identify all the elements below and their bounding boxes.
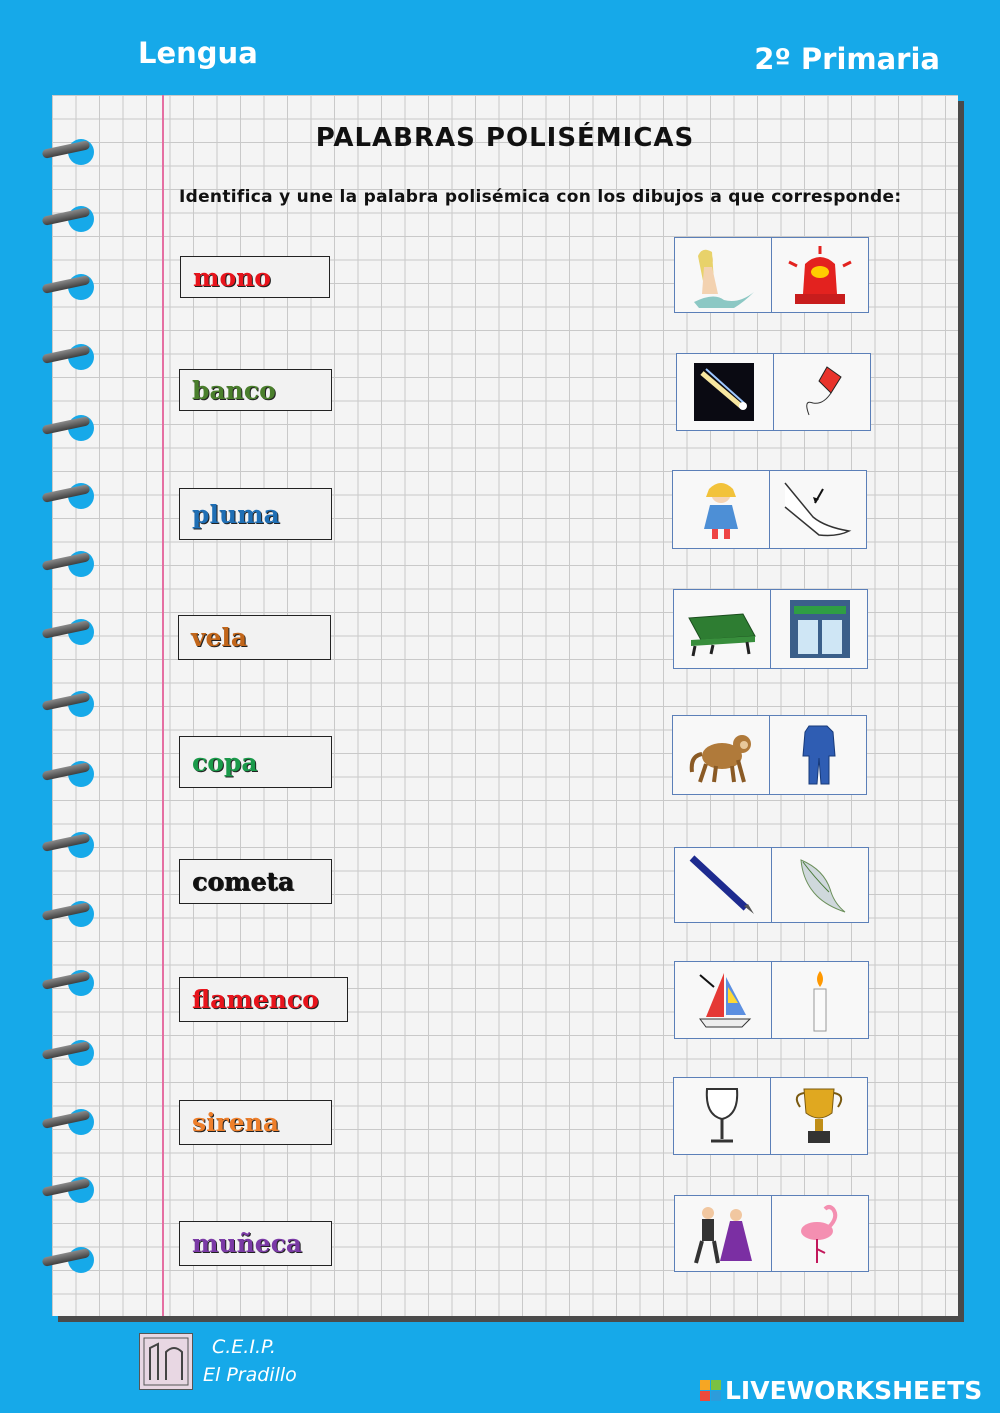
word-label: muñeca: [192, 1229, 303, 1258]
picture-pair-7: [674, 961, 872, 1039]
spiral-ring: [42, 1173, 100, 1209]
monkey-icon[interactable]: [672, 715, 770, 795]
spiral-ring: [42, 270, 100, 306]
picture-pair-3: [672, 470, 870, 549]
picture-pair-8: [673, 1077, 871, 1155]
sailboat-icon[interactable]: [674, 961, 772, 1039]
comet-icon[interactable]: [676, 353, 774, 431]
notebook-sheet: [52, 95, 958, 1316]
feather-icon[interactable]: [771, 847, 869, 923]
grade-label: 2º Primaria: [754, 42, 940, 76]
spiral-ring: [42, 479, 100, 515]
word-box-muneca[interactable]: [179, 1221, 332, 1266]
liveworksheets-logo-icon: [700, 1380, 721, 1401]
word-box-pluma[interactable]: [179, 488, 332, 540]
liveworksheets-brand: [700, 1376, 982, 1405]
instruction-text: Identifica y une la palabra polisémica con los dibujos a que corresponde:: [179, 187, 902, 207]
spiral-ring: [42, 340, 100, 376]
flamenco-dancers-icon[interactable]: [674, 1195, 772, 1272]
word-box-flamenco[interactable]: [179, 977, 348, 1022]
picture-pair-4: [673, 589, 871, 669]
siren-light-icon[interactable]: [771, 237, 869, 313]
subject-label: Lengua: [138, 36, 258, 70]
spiral-ring: [42, 202, 100, 238]
wrist-icon[interactable]: [769, 470, 867, 549]
picture-pair-5: [672, 715, 870, 795]
word-box-cometa[interactable]: [179, 859, 332, 904]
word-label: vela: [191, 623, 248, 652]
spiral-ring: [42, 897, 100, 933]
candle-icon[interactable]: [771, 961, 869, 1039]
spiral-ring: [42, 547, 100, 583]
school-logo: [139, 1333, 193, 1390]
spiral-ring: [42, 411, 100, 447]
word-label: sirena: [192, 1108, 280, 1137]
spiral-ring: [42, 1105, 100, 1141]
bank-building-icon[interactable]: [770, 589, 868, 669]
picture-pair-1: [674, 237, 872, 313]
kite-icon[interactable]: [773, 353, 871, 431]
word-box-mono[interactable]: [180, 256, 330, 298]
word-box-sirena[interactable]: [179, 1100, 332, 1145]
school-name-line1: C.E.I.P.: [212, 1336, 276, 1358]
flamingo-icon[interactable]: [771, 1195, 869, 1272]
spiral-ring: [42, 687, 100, 723]
spiral-ring: [42, 828, 100, 864]
spiral-ring: [42, 1243, 100, 1279]
word-label: copa: [192, 747, 258, 777]
word-box-copa[interactable]: [179, 736, 332, 788]
doll-icon[interactable]: [672, 470, 770, 549]
picture-pair-2: [676, 353, 874, 431]
overalls-icon[interactable]: [769, 715, 867, 795]
spiral-ring: [42, 966, 100, 1002]
word-label: pluma: [192, 499, 280, 529]
picture-pair-9: [674, 1195, 872, 1272]
word-label: cometa: [192, 867, 295, 896]
word-box-vela[interactable]: [178, 615, 331, 660]
word-label: banco: [192, 375, 276, 405]
mermaid-icon[interactable]: [674, 237, 772, 313]
spiral-ring: [42, 1036, 100, 1072]
word-label: mono: [193, 262, 271, 292]
trophy-icon[interactable]: [770, 1077, 868, 1155]
liveworksheets-label: LIVEWORKSHEETS: [725, 1376, 983, 1405]
word-box-banco[interactable]: [179, 369, 332, 411]
spiral-ring: [42, 615, 100, 651]
picture-pair-6: [674, 847, 872, 923]
park-bench-icon[interactable]: [673, 589, 771, 669]
wine-glass-icon[interactable]: [673, 1077, 771, 1155]
word-label: flamenco: [192, 985, 319, 1014]
school-name-line2: El Pradillo: [203, 1364, 297, 1386]
fountain-pen-icon[interactable]: [674, 847, 772, 923]
spiral-ring: [42, 757, 100, 793]
worksheet-title: PALABRAS POLISÉMICAS: [315, 123, 695, 153]
margin-line: [162, 95, 164, 1316]
